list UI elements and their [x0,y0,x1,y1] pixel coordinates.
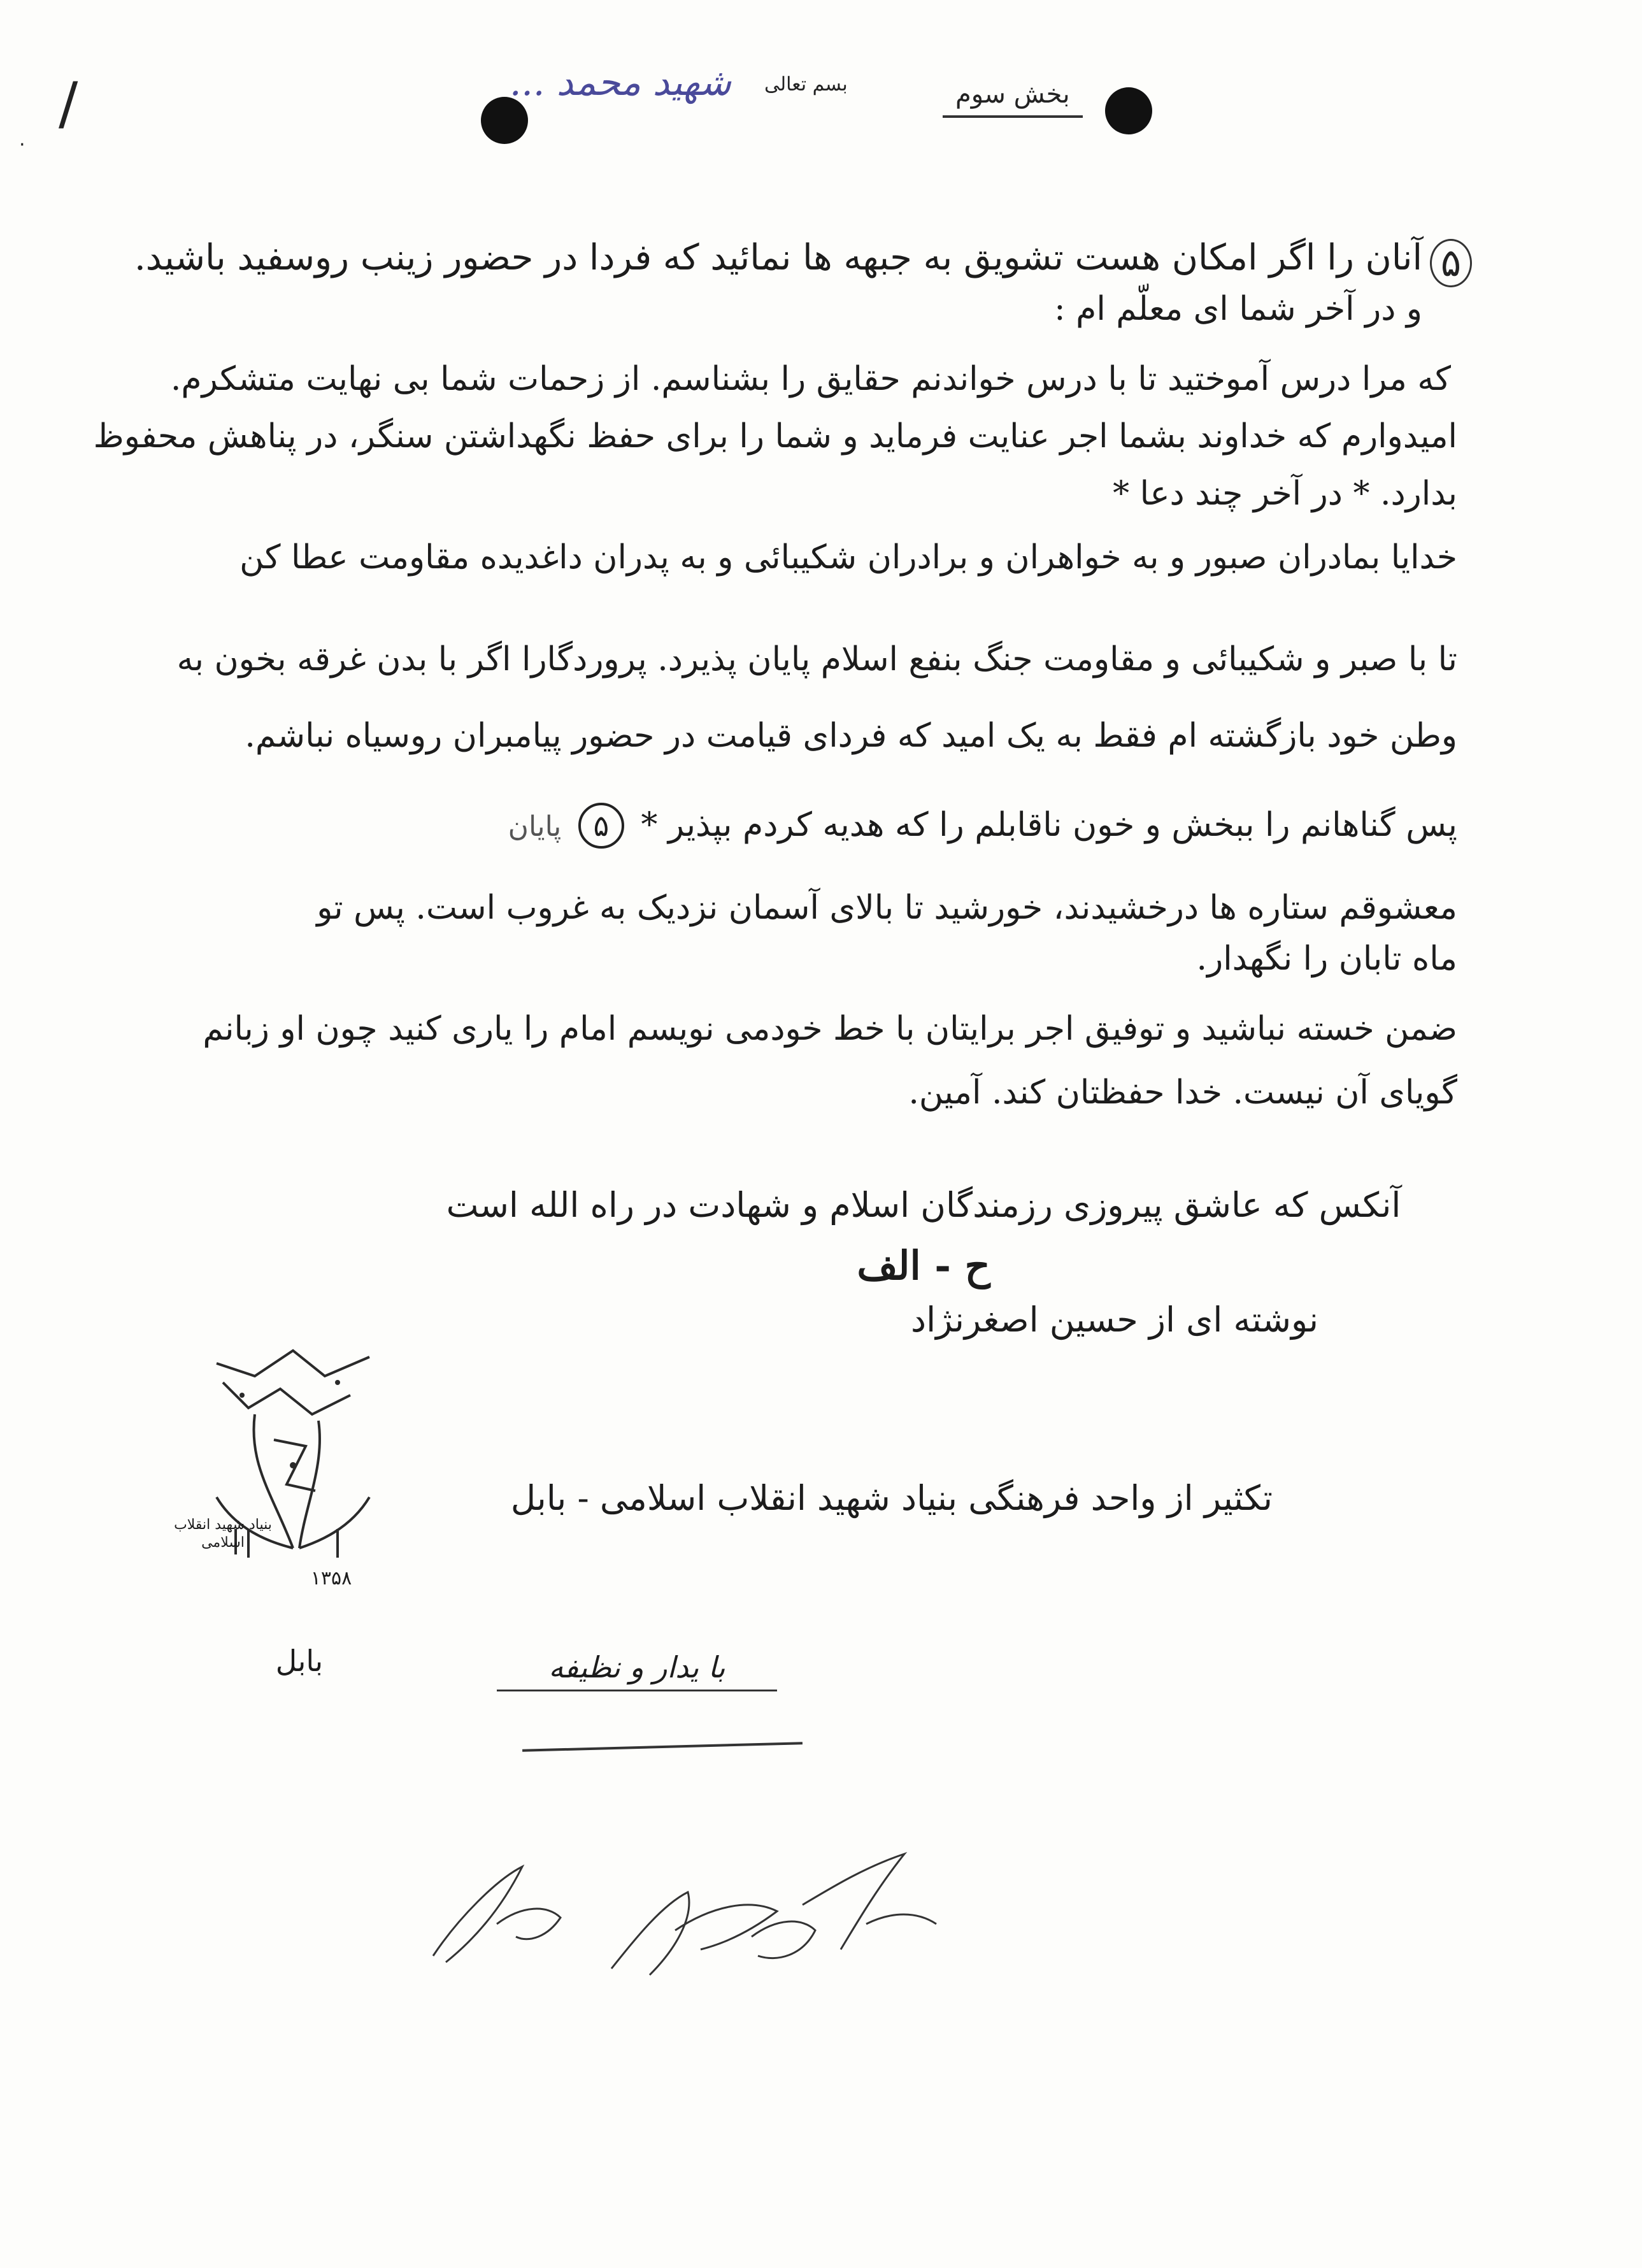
stamp-year: ۱۳۵۸ [310,1567,352,1590]
margin-tick-mark: / [59,70,78,137]
paragraph-4-line-1: تا با صبر و شکیبائی و مقاومت جنگ بنفع اسلام پایان پذیرد. پروردگارا اگر با بدن غرقه بخون به [176,640,1457,678]
closing-author: نوشته ای از حسین اصغرنژاد [911,1300,1318,1340]
margin-number: ۵ [1430,239,1472,287]
handwritten-title: شهید محمد ... [510,61,731,104]
punch-hole-right [1105,87,1152,134]
punch-hole-left [481,97,528,144]
circled-number: ۵ [578,803,624,849]
footer-city: بابل [275,1644,324,1678]
end-word: پایان [508,810,562,843]
paragraph-2-line-2: امیدوارم که خداوند بشما اجر عنایت فرماید و شما را برای حفظ نگهداشتن سنگر، در پناهش محفوظ [93,417,1457,456]
paragraph-2-line-3: بدارد. * در آخر چند دعا * [1113,475,1457,513]
signature [420,1828,994,1994]
paragraph-5-line-1-text: پس گناهانم را ببخش و خون ناقابلم را که هدیه کردم بپذیر * [641,806,1457,844]
paragraph-2-line-1: که مرا درس آموختید تا با درس خواندنم حقایق را بشناسم. از زحمات شما بی نهایت متشکرم. [170,360,1451,398]
paragraph-1-line-2: و در آخر شما ای معلّم ام : [1054,290,1422,328]
closing-motto: آنکس که عاشق پیروزی رزمندگان اسلام و شهادت در راه الله است [446,1185,1401,1225]
header-subject: بخش سوم [943,80,1083,118]
stamp-text: بنیاد شهید انقلاب اسلامی [174,1517,272,1551]
paragraph-1-line-1: آنان را اگر امکان هست تشویق به جبهه ها نمائید که فردا در حضور زینب روسفید باشید. [134,237,1422,278]
paragraph-6-line-2: گویای آن نیست. خدا حفظتان کند. آمین. [908,1073,1457,1112]
header-label: بسم تعالی [764,73,848,96]
paragraph-3-line-1: خدایا بمادران صبور و به خواهران و برادران شکیبائی و به پدران داغدیده مقاومت عطا کن [239,538,1457,577]
paragraph-4-line-2: وطن خود بازگشته ام فقط به یک امید که فردای قیامت در حضور پیامبران روسیاه نباشم. [245,717,1457,755]
signature-scribble-icon [420,1828,994,1994]
margin-dot-mark: · [19,134,25,156]
paragraph-5-line-2: معشوقم ستاره ها درخشیدند، خورشید تا بالای آسمان نزدیک به غروب است. پس تو [317,889,1457,927]
paragraph-5-line-3: ماه تابان را نگهدار. [1196,940,1457,978]
paragraph-6-line-1: ضمن خسته نباشید و توفیق اجر برایتان با خط خودمی نویسم امام را یاری کنید چون او زبانم [203,1010,1457,1048]
footer-print-note: تکثیر از واحد فرهنگی بنیاد شهید انقلاب اسلامی - بابل [510,1478,1273,1518]
closing-initials: ح - الف [857,1242,990,1289]
handwritten-note: با یدار و نظیفه [497,1650,777,1691]
paragraph-5-line-1 [508,803,1457,849]
divider-line [522,1742,803,1752]
